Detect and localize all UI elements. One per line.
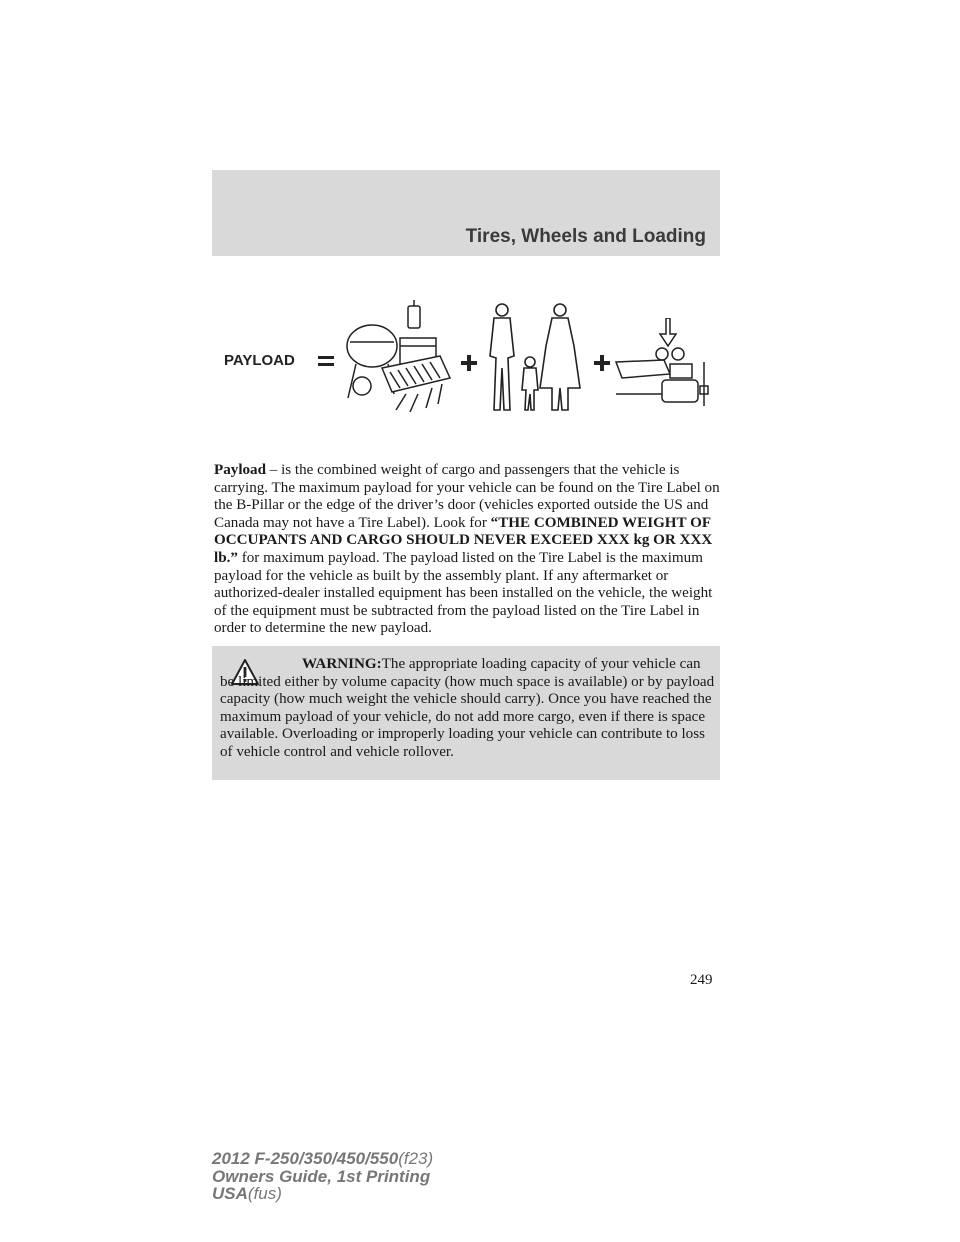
passengers-icon <box>480 302 586 416</box>
warning-paragraph <box>220 656 716 762</box>
footer-guide: Owners Guide, 1st Printing <box>212 1166 431 1186</box>
warning-box <box>212 646 720 780</box>
warning-text: The appropriate loading capacity of your vehicle can be limited either by volume capacity (how much space is available) or by payload capacity (how much weight the vehicle should carry). Once you have reached the maximum payload of your vehicle, do not add more cargo, even if there is space available. Overloading or improperly loading your vehicle can contribute to loss of vehicle control and vehicle rollover. <box>220 656 715 760</box>
section-title: Tires, Wheels and Loading <box>465 226 706 247</box>
plus-sign <box>461 355 477 371</box>
footer-model-code: (f23) <box>398 1149 434 1168</box>
footer <box>212 1150 433 1203</box>
footer-model: 2012 F-250/350/450/550 <box>212 1149 399 1168</box>
payload-label: PAYLOAD <box>224 352 295 369</box>
payload-text-part1: – is the combined weight of cargo and passengers that the vehicle is carrying. The maximum payload for your vehicle can be found on the Tire Label on the B-Pillar or the edge of the driver’s door (vehicles exported outside the US and Canada may not have a Tire Label). Look for <box>214 462 720 531</box>
footer-region-code: (fus) <box>247 1184 282 1203</box>
payload-emphasis: “THE COMBINED WEIGHT OF OCCUPANTS AND CARGO SHOULD NEVER EXCEED XXX kg OR XXX lb.” <box>214 514 713 566</box>
payload-description <box>214 462 720 638</box>
payload-illustration <box>212 296 720 420</box>
plus-sign <box>594 355 610 371</box>
payload-text-part2: for maximum payload. The payload listed on the Tire Label is the maximum payload for the vehicle as built by the assembly plant. If any aftermarket or authorized-dealer installed equipment has been installed on the vehicle, the weight of the equipment must be subtracted from the payload listed on the Tire Label in order to determine the new payload. <box>214 549 713 637</box>
payload-term: Payload <box>214 462 266 478</box>
page-number: 249 <box>690 972 713 988</box>
warning-label: WARNING: <box>302 656 382 672</box>
header-band <box>212 170 720 256</box>
trailer-hitch-icon <box>614 318 716 410</box>
footer-region: USA <box>212 1184 248 1203</box>
equals-sign <box>318 354 334 368</box>
cargo-icon <box>338 298 460 416</box>
